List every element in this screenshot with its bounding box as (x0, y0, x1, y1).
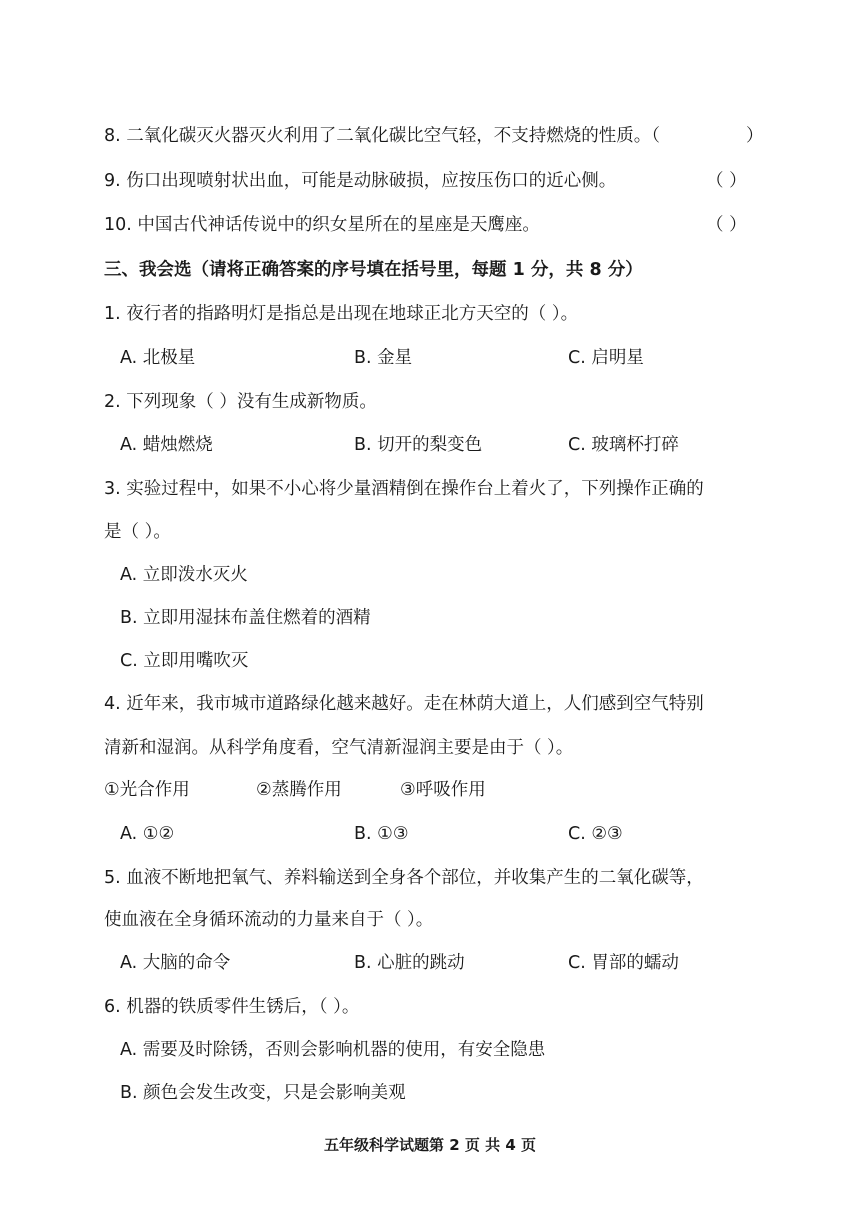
option-a: A. 需要及时除锈，否则会影响机器的使用，有安全隐患 (120, 1040, 546, 1060)
option-c: C. ②③ (568, 824, 623, 844)
option-a: A. ①② (120, 824, 175, 844)
option-c: C. 立即用嘴吹灭 (120, 651, 249, 671)
question-1-stem: 1. 夜行者的指路明灯是指总是出现在地球正北方天空的（ ）。 (104, 304, 579, 324)
question-2-stem: 2. 下列现象（ ）没有生成新物质。 (104, 392, 377, 412)
option-a: A. 立即泼水灭火 (120, 565, 248, 585)
section-heading: 三、我会选（请将正确答案的序号填在括号里，每题 1 分，共 8 分） (104, 260, 643, 280)
option-b: B. 立即用湿抹布盖住燃着的酒精 (120, 608, 371, 628)
judge-item-8 (0, 124, 860, 148)
judge-text: 10. 中国古代神话传说中的织女星所在的星座是天鹰座。 (104, 215, 540, 235)
option-b: B. 心脏的跳动 (354, 953, 465, 973)
option-b: B. 金星 (354, 348, 413, 368)
option-a: A. 大脑的命令 (120, 953, 231, 973)
question-6-stem: 6. 机器的铁质零件生锈后，（ ）。 (104, 997, 360, 1017)
question-5-stem-line1: 5. 血液不断地把氧气、养料输送到全身各个部位，并收集产生的二氧化碳等， (104, 868, 704, 888)
judge-item-10 (0, 213, 860, 237)
question-4-stem-line1: 4. 近年来，我市城市道路绿化越来越好。走在林荫大道上，人们感到空气特别 (104, 694, 704, 714)
option-b: B. ①③ (354, 824, 409, 844)
option-b: B. 颜色会发生改变，只是会影响美观 (120, 1083, 406, 1103)
page-footer: 五年级科学试题第 2 页 共 4 页 (324, 1136, 536, 1154)
judge-item-9 (0, 169, 860, 193)
judge-text: 9. 伤口出现喷射状出血，可能是动脉破损，应按压伤口的近心侧。 (104, 171, 617, 191)
option-c: C. 胃部的蠕动 (568, 953, 679, 973)
judge-text: 8. 二氧化碳灭火器灭火利用了二氧化碳比空气轻，不支持燃烧的性质。（ (104, 126, 661, 146)
item-1: ①光合作用 (104, 780, 190, 800)
question-5-stem-line2: 使血液在全身循环流动的力量来自于（ ）。 (104, 910, 434, 930)
option-a: A. 蜡烛燃烧 (120, 435, 213, 455)
answer-paren: （ ） (706, 215, 747, 235)
answer-paren: （ ） (706, 171, 747, 191)
item-2: ②蒸腾作用 (256, 780, 342, 800)
question-3-stem-line1: 3. 实验过程中，如果不小心将少量酒精倒在操作台上着火了，下列操作正确的 (104, 479, 704, 499)
item-3: ③呼吸作用 (400, 780, 486, 800)
answer-paren: ） (746, 126, 764, 146)
question-4-stem-line2: 清新和湿润。从科学角度看，空气清新湿润主要是由于（ ）。 (104, 738, 574, 758)
option-c: C. 玻璃杯打碎 (568, 435, 679, 455)
option-b: B. 切开的梨变色 (354, 435, 483, 455)
option-c: C. 启明星 (568, 348, 644, 368)
question-3-stem-line2: 是（ ）。 (104, 522, 171, 542)
option-a: A. 北极星 (120, 348, 196, 368)
